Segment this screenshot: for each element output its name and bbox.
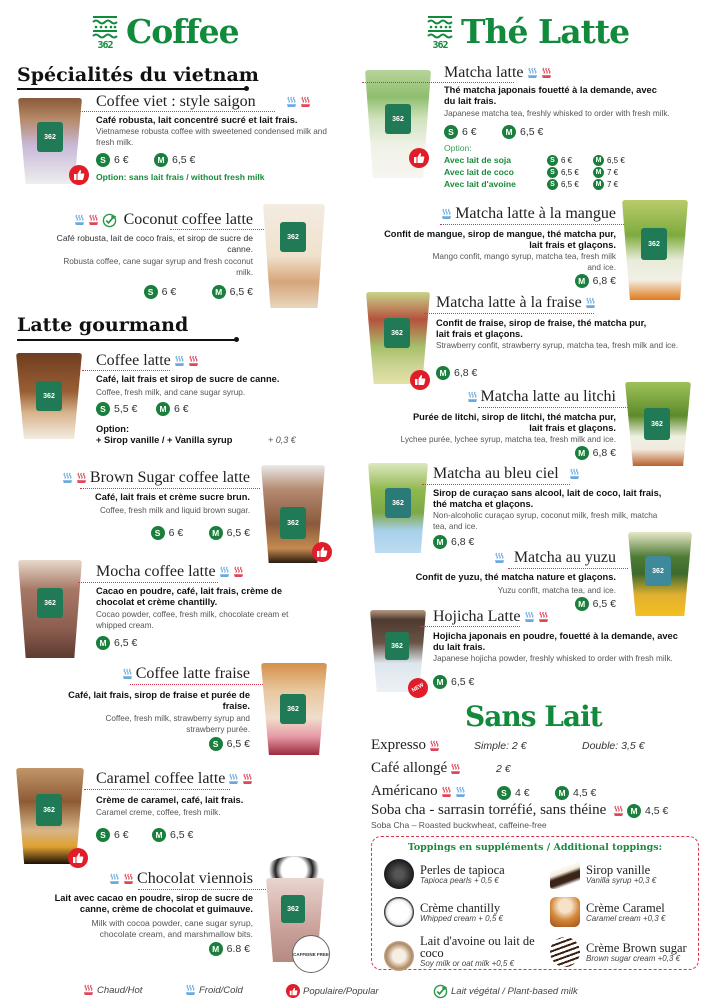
drink-image — [263, 204, 325, 308]
section-divider — [17, 339, 237, 341]
vanilla-image — [550, 859, 580, 889]
popular-icon — [312, 542, 332, 562]
cup-logo: 362 — [36, 794, 62, 826]
size-m-badge: M — [152, 828, 166, 842]
popular-icon — [286, 984, 300, 998]
item-desc-en: Japanese matcha tea, freshly whisked to order with fresh milk. — [444, 109, 670, 118]
hot-icon — [450, 763, 461, 775]
popular-icon — [409, 148, 429, 168]
cup-logo: 362 — [645, 556, 671, 586]
cup-logo: 362 — [644, 408, 670, 440]
size-m-badge: M — [209, 526, 223, 540]
size-s-badge: S — [497, 786, 511, 800]
item-desc-en: Cocao powder, coffee, fresh milk, chocolate cream et whipped cream. — [96, 610, 289, 630]
item-desc-fr: Cacao en poudre, café, lait frais, crème de chocolat et crème chantilly. — [96, 586, 283, 607]
tapioca-image — [384, 859, 414, 889]
dotted-divider — [78, 582, 218, 583]
cold-icon — [441, 208, 452, 220]
dotted-divider — [138, 889, 268, 890]
size-m-badge: M — [156, 402, 170, 416]
item-desc-en: Coffee, fresh milk, and cane sugar syrup. — [96, 388, 246, 397]
cold-icon — [467, 391, 478, 403]
matcha-options-table — [444, 154, 654, 190]
legend-cold: Froid/Cold — [185, 984, 243, 996]
item-name-matcha-bleu-ciel: Matcha au bleu ciel — [433, 465, 580, 483]
dotted-divider — [170, 229, 270, 230]
item-desc-fr: Café, lait frais et crème sucre brun. — [94, 492, 250, 502]
toppings-title: Toppings en suppléments / Additional toppings: — [407, 842, 663, 853]
item-desc-en: Coffee, fresh milk, strawberry syrup and strawberry purée. — [105, 714, 250, 734]
dotted-divider — [362, 82, 514, 83]
item-prices: M 6,8 € — [516, 446, 616, 460]
size-m-badge: M — [575, 274, 589, 288]
hot-icon — [123, 873, 134, 885]
cold-icon — [62, 472, 73, 484]
cold-icon — [74, 214, 85, 226]
size-s-badge: S — [444, 125, 458, 139]
cup-logo: 362 — [385, 488, 411, 518]
item-prices: M 6,8 € — [433, 535, 474, 549]
item-prices: M 6,8 € — [436, 366, 477, 380]
item-prices: M 6,5 € — [516, 597, 616, 611]
hot-icon — [242, 773, 253, 785]
item-desc-fr: Confit de yuzu, thé matcha nature et glaçons. — [415, 572, 616, 582]
the-latte-title: Thé Latte — [427, 12, 629, 51]
item-desc-fr: Café robusta, lait de coco frais, et sirop de sucre de canne. — [56, 233, 253, 254]
cup-logo: 362 — [281, 895, 305, 923]
dotted-divider — [80, 488, 260, 489]
item-name-matcha-latte: Matcha latte — [444, 64, 552, 82]
item-desc-en: Vietnamese robusta coffee with sweetened condensed milk and fresh milk. — [96, 127, 327, 147]
item-name-coffee-latte-fraise: Coffee latte fraise — [20, 665, 250, 683]
size-m-badge: M — [575, 446, 589, 460]
size-s-badge: S — [144, 285, 158, 299]
item-desc-fr: Sirop de curaçao sans alcool, lait de coco, lait frais, thé matcha et glaçons. — [433, 488, 662, 509]
legend-plant-based: Lait végétal / Plant-based milk — [433, 984, 578, 999]
topping-item: Crème chantilly Whipped cream + 0,5 € — [384, 897, 503, 927]
cold-icon — [494, 552, 505, 564]
item-desc-en: Mango confit, mango syrup, matcha tea, fresh milk and ice. — [432, 252, 616, 272]
cup-logo: 362 — [280, 507, 306, 539]
option-label: Option: — [96, 424, 130, 434]
cup-logo: 362 — [385, 632, 409, 660]
item-name-americano: Américano — [371, 783, 466, 800]
item-option: Option: sans lait frais / without fresh milk — [96, 172, 265, 182]
item-desc-fr: Lait avec cacao en poudre, sirop de sucre de canne, crème de chocolat et guimauve. — [54, 893, 253, 914]
size-m-badge: M — [436, 366, 450, 380]
size-m-badge: M — [433, 675, 447, 689]
hot-icon — [300, 96, 311, 108]
item-prices: S 6 € M 6,5 € — [120, 285, 253, 299]
size-s-badge: S — [96, 828, 110, 842]
size-m-badge: M — [575, 597, 589, 611]
size-s-badge: S — [209, 737, 223, 751]
item-name-soba-cha: Soba cha - sarrasin torréfié, sans théine — [371, 802, 607, 818]
item-desc-fr: Confit de fraise, sirop de fraise, thé matcha pur, lait frais et glaçons. — [436, 318, 647, 339]
topping-item: Crème Brown sugar Brown sugar cream +0,3 € — [550, 937, 687, 967]
cold-icon — [109, 873, 120, 885]
topping-item: Crème Caramel Caramel cream +0,3 € — [550, 897, 665, 927]
item-desc-en: Non-alcoholic curaçao syrup, coconut milk, fresh milk, matcha tea, and ice. — [433, 511, 658, 531]
item-name-coffee-viet: Coffee viet : style saigon — [96, 93, 311, 111]
item-prices: M 6,5 € — [433, 675, 474, 689]
item-desc-fr: Crème de caramel, café, lait frais. — [96, 795, 244, 805]
item-prices: S 6 € M 6,5 € — [444, 125, 543, 139]
item-prices: M 6,8 € — [516, 274, 616, 288]
size-s-badge: S — [96, 402, 110, 416]
coffee-title: Coffee — [92, 12, 239, 51]
cold-icon — [569, 468, 580, 480]
item-prices: S 5,5 € M 6 € — [96, 402, 189, 416]
item-prices: S 6 € M 6,5 € — [96, 828, 193, 842]
hot-icon — [441, 786, 452, 798]
item-prices: M 6,5 € — [96, 636, 137, 650]
cold-icon — [122, 668, 133, 680]
item-name-hojicha-latte: Hojicha Latte — [433, 608, 549, 626]
hot-icon — [88, 214, 99, 226]
item-desc-en: Yuzu confit, matcha tea, and ice. — [497, 586, 616, 595]
item-desc-en: Coffee, fresh milk and liquid brown sugar. — [99, 506, 250, 515]
soba-cha-subtitle: Soba Cha – Roasted buckwheat, caffeine-free — [371, 820, 547, 830]
americano-prices: S 4 € M 4,5 € — [497, 786, 596, 800]
option-label: Option: — [444, 143, 472, 153]
cafe-allonge-price: 2 € — [496, 763, 511, 775]
item-desc-fr: Hojicha japonais en poudre, fouetté à la demande, avec du lait frais. — [433, 631, 678, 652]
hot-icon — [83, 984, 94, 996]
brand-logo-icon — [92, 15, 118, 49]
dotted-divider — [420, 626, 520, 627]
popular-icon — [68, 848, 88, 868]
cold-icon — [174, 355, 185, 367]
hot-icon — [233, 566, 244, 578]
dotted-divider — [84, 789, 230, 790]
hot-icon — [188, 355, 199, 367]
cup-logo: 362 — [385, 104, 411, 134]
dotted-divider — [508, 568, 628, 569]
cup-logo: 362 — [280, 694, 306, 724]
item-name-coconut-coffee-latte: Coconut coffee latte — [20, 211, 253, 229]
cup-logo: 362 — [37, 122, 63, 152]
toppings-box — [371, 836, 699, 970]
item-name-matcha-mangue: Matcha latte à la mangue — [380, 205, 616, 223]
size-s-badge: S — [96, 153, 110, 167]
item-desc-en: Milk with cocoa powder, cane sugar syrup, chocolate cream, and marshmallow bits. — [91, 918, 253, 939]
hot-icon — [541, 67, 552, 79]
caramel-image — [550, 897, 580, 927]
option-row: Avec lait d'avoine S 6,5 € M 7 € — [444, 179, 619, 189]
plant-based-icon — [433, 984, 448, 999]
topping-item: Lait d'avoine ou lait de coco Soy milk or oat milk +0,5 € — [384, 935, 540, 971]
whipped-cream-image — [384, 897, 414, 927]
cold-icon — [228, 773, 239, 785]
size-m-badge: M — [96, 636, 110, 650]
item-name-chocolat-viennois: Chocolat viennois — [20, 870, 253, 888]
item-name-expresso: Expresso — [371, 737, 440, 754]
cup-logo: 362 — [641, 228, 667, 260]
cold-icon — [185, 984, 196, 996]
caffeine-free-badge: CAFFEINE FREE — [292, 935, 330, 973]
topping-item: Perles de tapioca Tapioca pearls + 0,5 € — [384, 859, 505, 889]
item-name-cafe-allonge: Café allongé — [371, 760, 461, 777]
dotted-divider — [478, 407, 630, 408]
size-m-badge: M — [502, 125, 516, 139]
item-name-caramel-coffee-latte: Caramel coffee latte — [96, 770, 253, 788]
section-title-vietnam: Spécialités du vietnam — [17, 64, 259, 86]
item-desc-fr: Café robusta, lait concentré sucré et lait frais. — [96, 115, 298, 125]
soba-cha-prices: M 4,5 € — [613, 804, 668, 818]
option-text: + Sirop vanille / + Vanilla syrup — [96, 435, 233, 445]
item-prices: S 6,5 € — [150, 737, 250, 751]
item-name-mocha-coffee-latte: Mocha coffee latte — [96, 563, 244, 581]
item-desc-fr: Confit de mangue, sirop de mangue, thé matcha pur, lait frais et glaçons. — [384, 229, 616, 250]
hot-icon — [613, 805, 624, 817]
new-badge: NEW — [404, 674, 431, 701]
cold-icon — [286, 96, 297, 108]
legend-hot: Chaud/Hot — [83, 984, 142, 996]
legend-popular: Populaire/Popular — [286, 984, 379, 998]
item-desc-en: Japanese hojicha powder, freshly whisked to order with fresh milk. — [433, 654, 673, 663]
size-m-badge: M — [209, 942, 223, 956]
sans-lait-title: Sans Lait — [465, 700, 602, 733]
item-desc-en: Strawberry confit, strawberry syrup, matcha tea, fresh milk and ice. — [436, 341, 679, 350]
size-m-badge: M — [627, 804, 641, 818]
item-prices: S 6 € M 6,5 € — [120, 526, 250, 540]
dotted-divider — [422, 484, 570, 485]
plant-milk-image — [384, 941, 414, 971]
option-row: Avec lait de soja S 6 € M 6,5 € — [444, 155, 625, 165]
expresso-double-price: Double: 3,5 € — [582, 740, 645, 752]
section-title-latte-gourmand: Latte gourmand — [17, 314, 189, 336]
item-name-coffee-latte: Coffee latte — [96, 352, 199, 370]
section-divider — [17, 88, 247, 90]
dotted-divider — [82, 370, 170, 371]
hot-icon — [429, 740, 440, 752]
cold-icon — [524, 611, 535, 623]
dotted-divider — [424, 313, 594, 314]
item-prices: S 6 € M 6,5 € — [96, 153, 195, 167]
item-desc-fr: Café, lait frais et sirop de sucre de canne. — [96, 374, 280, 384]
cup-logo: 362 — [280, 222, 306, 252]
brand-logo-icon — [427, 15, 453, 49]
cold-icon — [219, 566, 230, 578]
cup-logo: 362 — [36, 381, 62, 411]
hot-icon — [538, 611, 549, 623]
size-m-badge: M — [212, 285, 226, 299]
item-name-matcha-fraise: Matcha latte à la fraise — [436, 294, 596, 312]
item-desc-fr: Thé matcha japonais fouetté à la demande, avec du lait frais. — [444, 85, 657, 106]
popular-icon — [410, 370, 430, 390]
item-desc-en: Robusta coffee, cane sugar syrup and fresh coconut milk. — [63, 257, 253, 277]
dotted-divider — [130, 684, 265, 685]
option-price: + 0,3 € — [268, 435, 296, 445]
topping-item: Sirop vanille Vanilla syrup +0,3 € — [550, 859, 656, 889]
size-m-badge: M — [433, 535, 447, 549]
item-desc-fr: Café, lait frais, sirop de fraise et purée de fraise. — [68, 690, 250, 711]
hot-icon — [76, 472, 87, 484]
dotted-divider — [440, 224, 630, 225]
cold-icon — [585, 297, 596, 309]
cup-logo: 362 — [384, 318, 410, 348]
size-m-badge: M — [154, 153, 168, 167]
item-name-brown-sugar-coffee-latte: Brown Sugar coffee latte — [20, 469, 250, 487]
size-s-badge: S — [151, 526, 165, 540]
cold-icon — [527, 67, 538, 79]
dotted-divider — [80, 111, 275, 112]
item-prices: M 6.8 € — [150, 942, 250, 956]
item-desc-en: Lychee purée, lychee syrup, matcha tea, fresh milk and ice. — [400, 435, 616, 444]
expresso-simple-price: Simple: 2 € — [474, 740, 527, 752]
item-name-matcha-yuzu: Matcha au yuzu — [380, 549, 616, 567]
item-name-matcha-litchi: Matcha latte au litchi — [380, 388, 616, 406]
popular-icon — [69, 165, 89, 185]
plant-based-icon — [102, 213, 117, 228]
item-desc-fr: Purée de litchi, sirop de litchi, thé matcha pur, lait frais et glaçons. — [412, 412, 616, 433]
option-row: Avec lait de coco S 6,5 € M 7 € — [444, 167, 619, 177]
cold-icon — [455, 786, 466, 798]
item-desc-en: Caramel creme, coffee, fresh milk. — [96, 808, 221, 817]
size-m-badge: M — [555, 786, 569, 800]
brown-sugar-image — [550, 937, 580, 967]
cup-logo: 362 — [37, 588, 63, 618]
